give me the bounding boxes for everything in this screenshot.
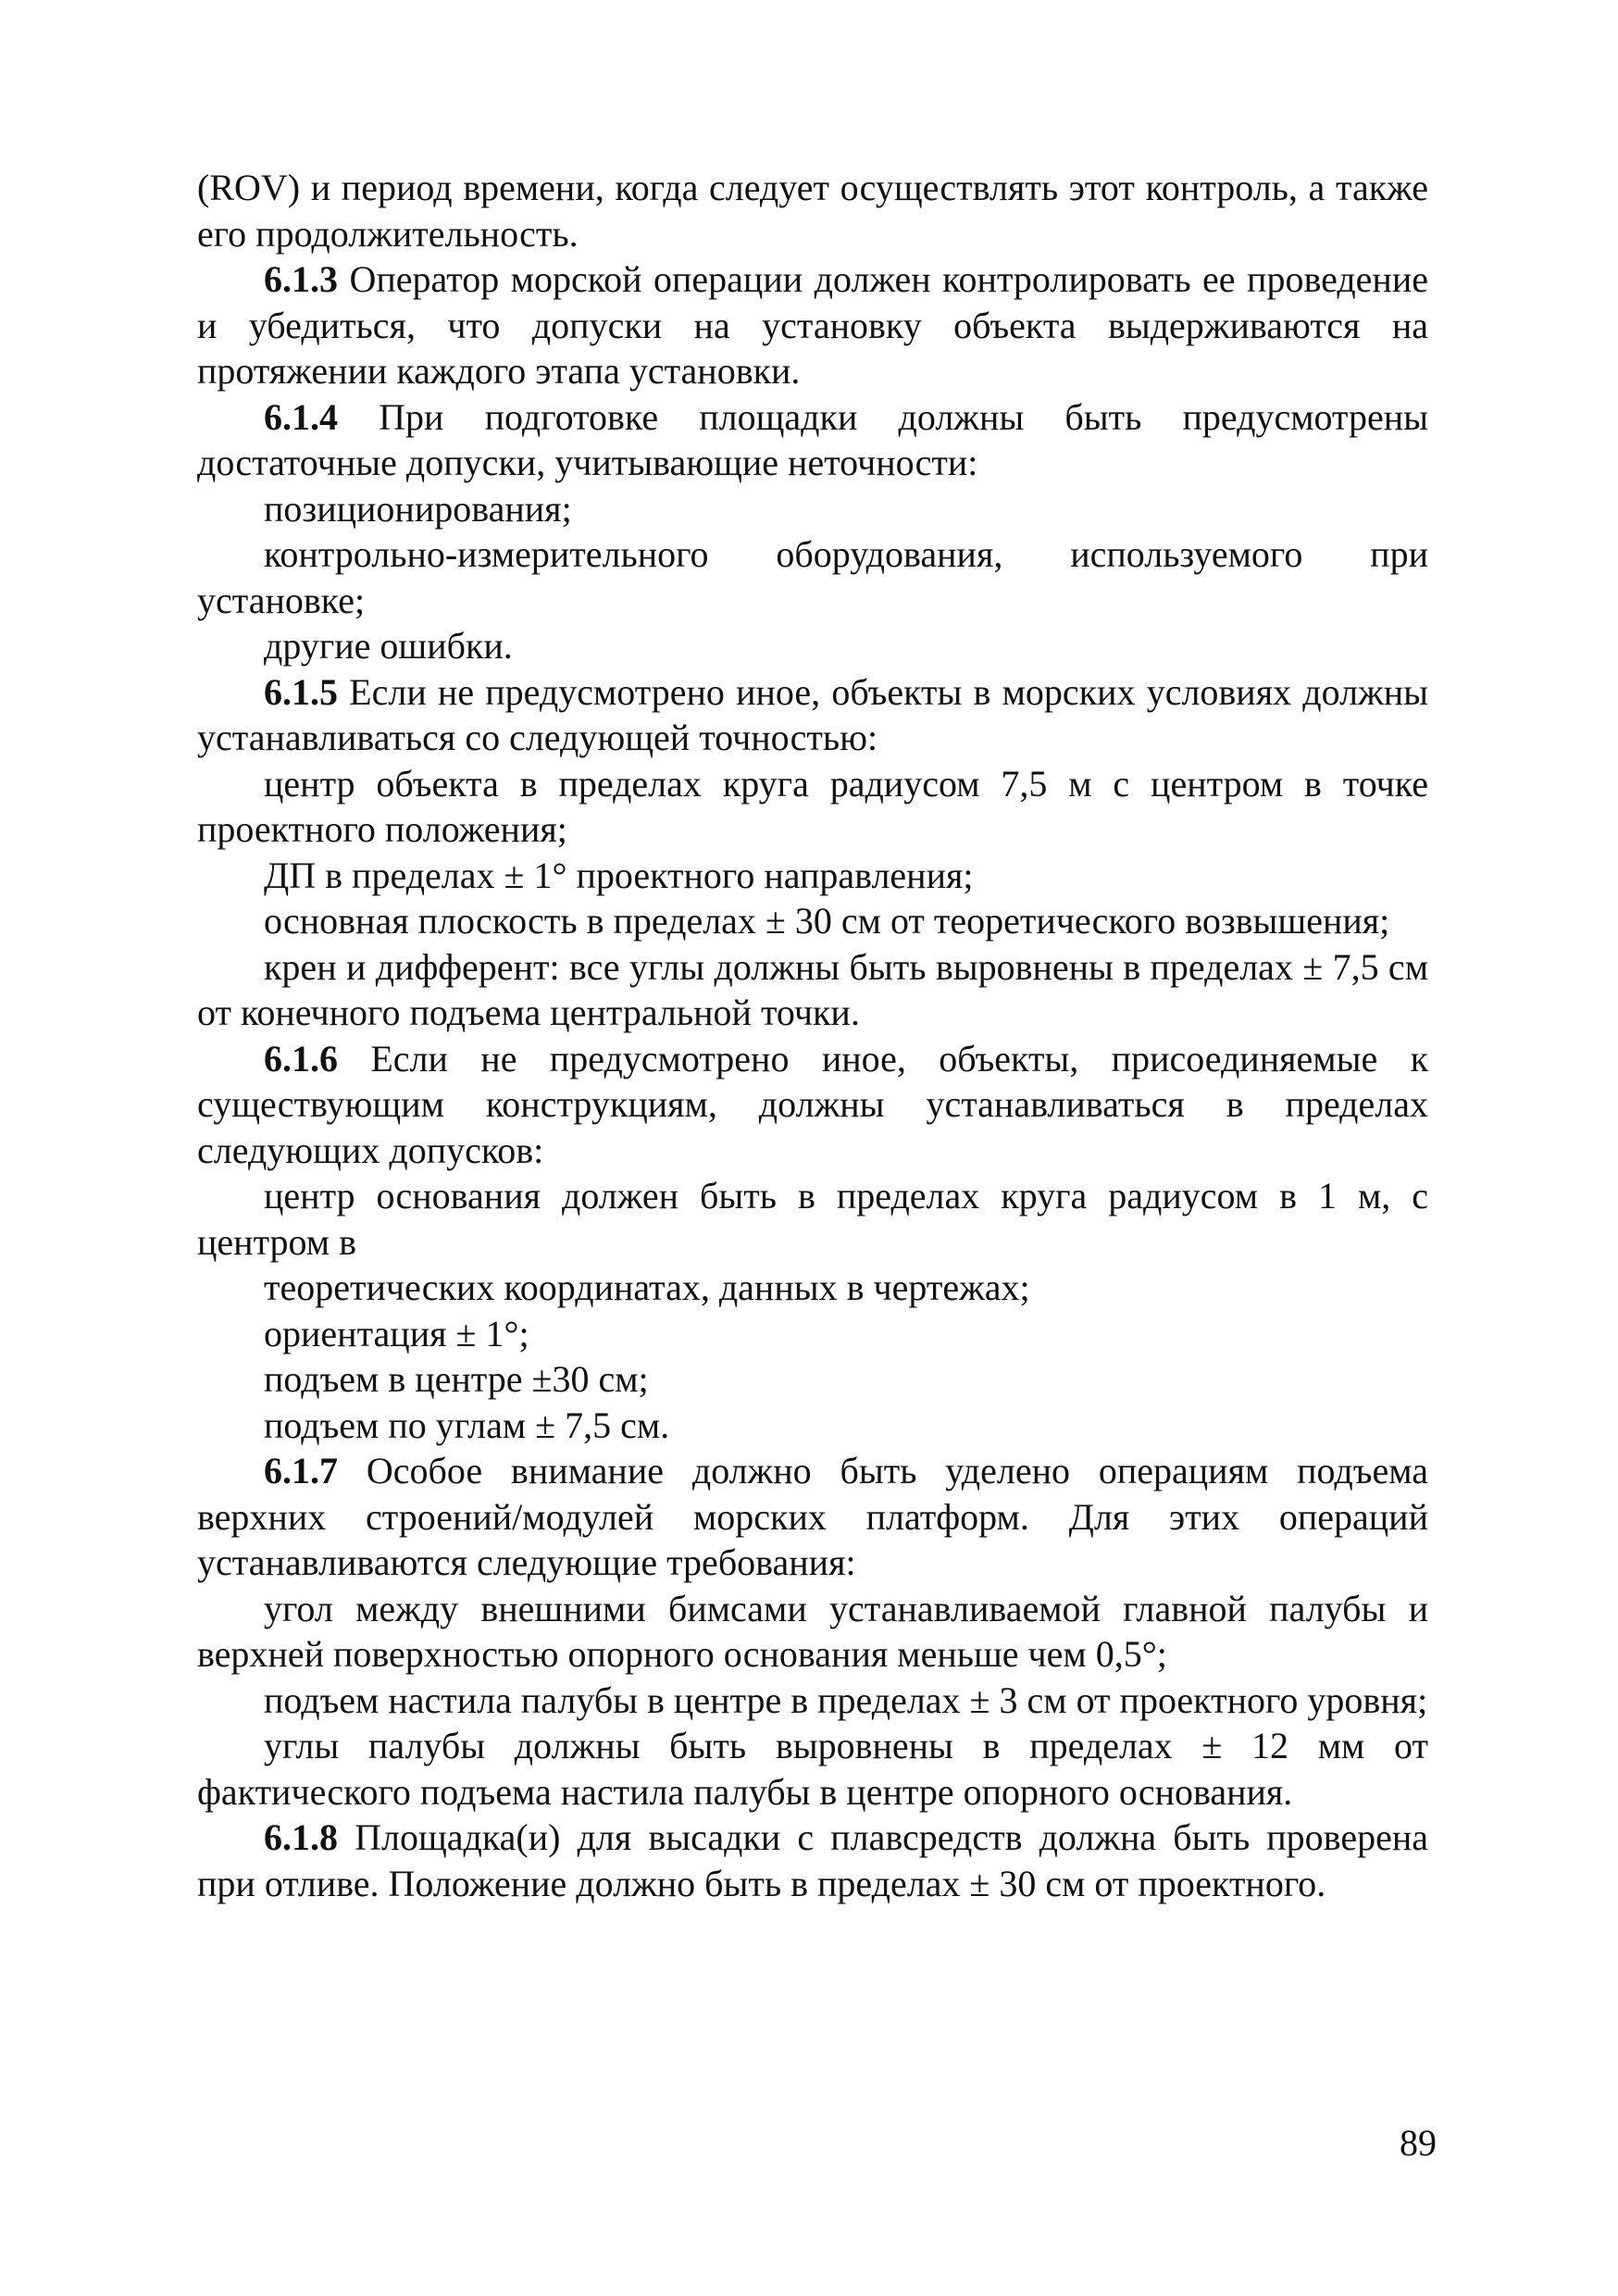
paragraph-text: крен и дифферент: все углы должны быть выровнены в пределах ± 7,5 см от конечного подъема центральной точки. — [197, 945, 1428, 1033]
clause-number: 6.1.6 — [264, 1037, 338, 1079]
paragraph — [197, 669, 1428, 761]
paragraph-text: основная плоскость в пределах ± 30 см от теоретического возвышения; — [264, 900, 1390, 942]
paragraph — [197, 1036, 1428, 1174]
paragraph-text: ориентация ± 1°; — [264, 1312, 529, 1354]
paragraph — [197, 1448, 1428, 1586]
paragraph-text: При подготовке площадки должны быть предусмотрены достаточные допуски, учитывающие неточности: — [197, 395, 1428, 483]
clause-number: 6.1.8 — [264, 1816, 338, 1858]
clause-number: 6.1.3 — [264, 258, 338, 300]
list-item — [197, 1311, 1428, 1357]
list-item — [197, 486, 1428, 532]
list-item — [197, 1678, 1428, 1724]
page-body — [197, 165, 1428, 1906]
paragraph-text: центр основания должен быть в пределах круга радиусом в 1 м, с центром в — [197, 1175, 1428, 1263]
list-item — [197, 761, 1428, 853]
paragraph-text: теоретических координатах, данных в чертежах; — [264, 1267, 1030, 1308]
paragraph-text: Если не предусмотрено иное, объекты, присоединяемые к существующим конструкциям, должны устанавливаться в пределах следующих допусков: — [197, 1037, 1428, 1171]
paragraph-text: Если не предусмотрено иное, объекты в морских условиях должны устанавливаться со следующей точностью: — [197, 670, 1428, 758]
paragraph-text: Особое внимание должно быть уделено операциям подъема верхних строений/модулей морских платформ. Для этих операций устанавливаются следующие требования: — [197, 1450, 1428, 1583]
list-item — [197, 944, 1428, 1036]
list-item — [197, 1586, 1428, 1678]
paragraph-text: Оператор морской операции должен контролировать ее проведение и убедиться, что допуски на установку объекта выдерживаются на протяжении каждого этапа установки. — [197, 258, 1428, 392]
paragraph-text: центр объекта в пределах круга радиусом 7,5 м с центром в точке проектного положения; — [197, 762, 1428, 850]
paragraph-text: другие ошибки. — [264, 625, 513, 667]
paragraph-text: угол между внешними бимсами устанавливаемой главной палубы и верхней поверхностью опорного основания меньше чем 0,5°; — [197, 1587, 1428, 1675]
list-item — [197, 1403, 1428, 1449]
paragraph-text: подъем по углам ± 7,5 см. — [264, 1404, 670, 1446]
list-item — [197, 1265, 1428, 1311]
clause-number: 6.1.5 — [264, 670, 338, 713]
paragraph-text: ДП в пределах ± 1° проектного направления; — [264, 854, 974, 896]
clause-number: 6.1.4 — [264, 395, 338, 438]
list-item — [197, 898, 1428, 944]
paragraph — [197, 1815, 1428, 1906]
paragraph-text: подъем настила палубы в центре в пределах ± 3 см от проектного уровня; — [264, 1678, 1428, 1721]
list-item — [197, 531, 1428, 623]
paragraph-text: контрольно-измерительного оборудования, используемого при установке; — [197, 533, 1428, 621]
list-item — [197, 623, 1428, 669]
paragraph — [197, 256, 1428, 394]
paragraph-text: позиционирования; — [264, 487, 572, 530]
paragraph-text: (ROV) и период времени, когда следует осуществлять этот контроль, а также его продолжительность. — [197, 167, 1428, 255]
list-item — [197, 1723, 1428, 1815]
clause-number: 6.1.7 — [264, 1450, 338, 1491]
list-item — [197, 1356, 1428, 1403]
page-number: 89 — [1400, 2122, 1437, 2164]
paragraph — [197, 165, 1428, 256]
paragraph — [197, 394, 1428, 486]
paragraph-text: Площадка(и) для высадки с плавсредств должна быть проверена при отливе. Положение должно быть в пределах ± 30 см от проектного. — [197, 1816, 1428, 1904]
list-item — [197, 853, 1428, 899]
paragraph-text: углы палубы должны быть выровнены в пределах ± 12 мм от фактического подъема настила палубы в центре опорного основания. — [197, 1725, 1428, 1813]
paragraph-text: подъем в центре ±30 см; — [264, 1358, 649, 1400]
list-item — [197, 1173, 1428, 1265]
